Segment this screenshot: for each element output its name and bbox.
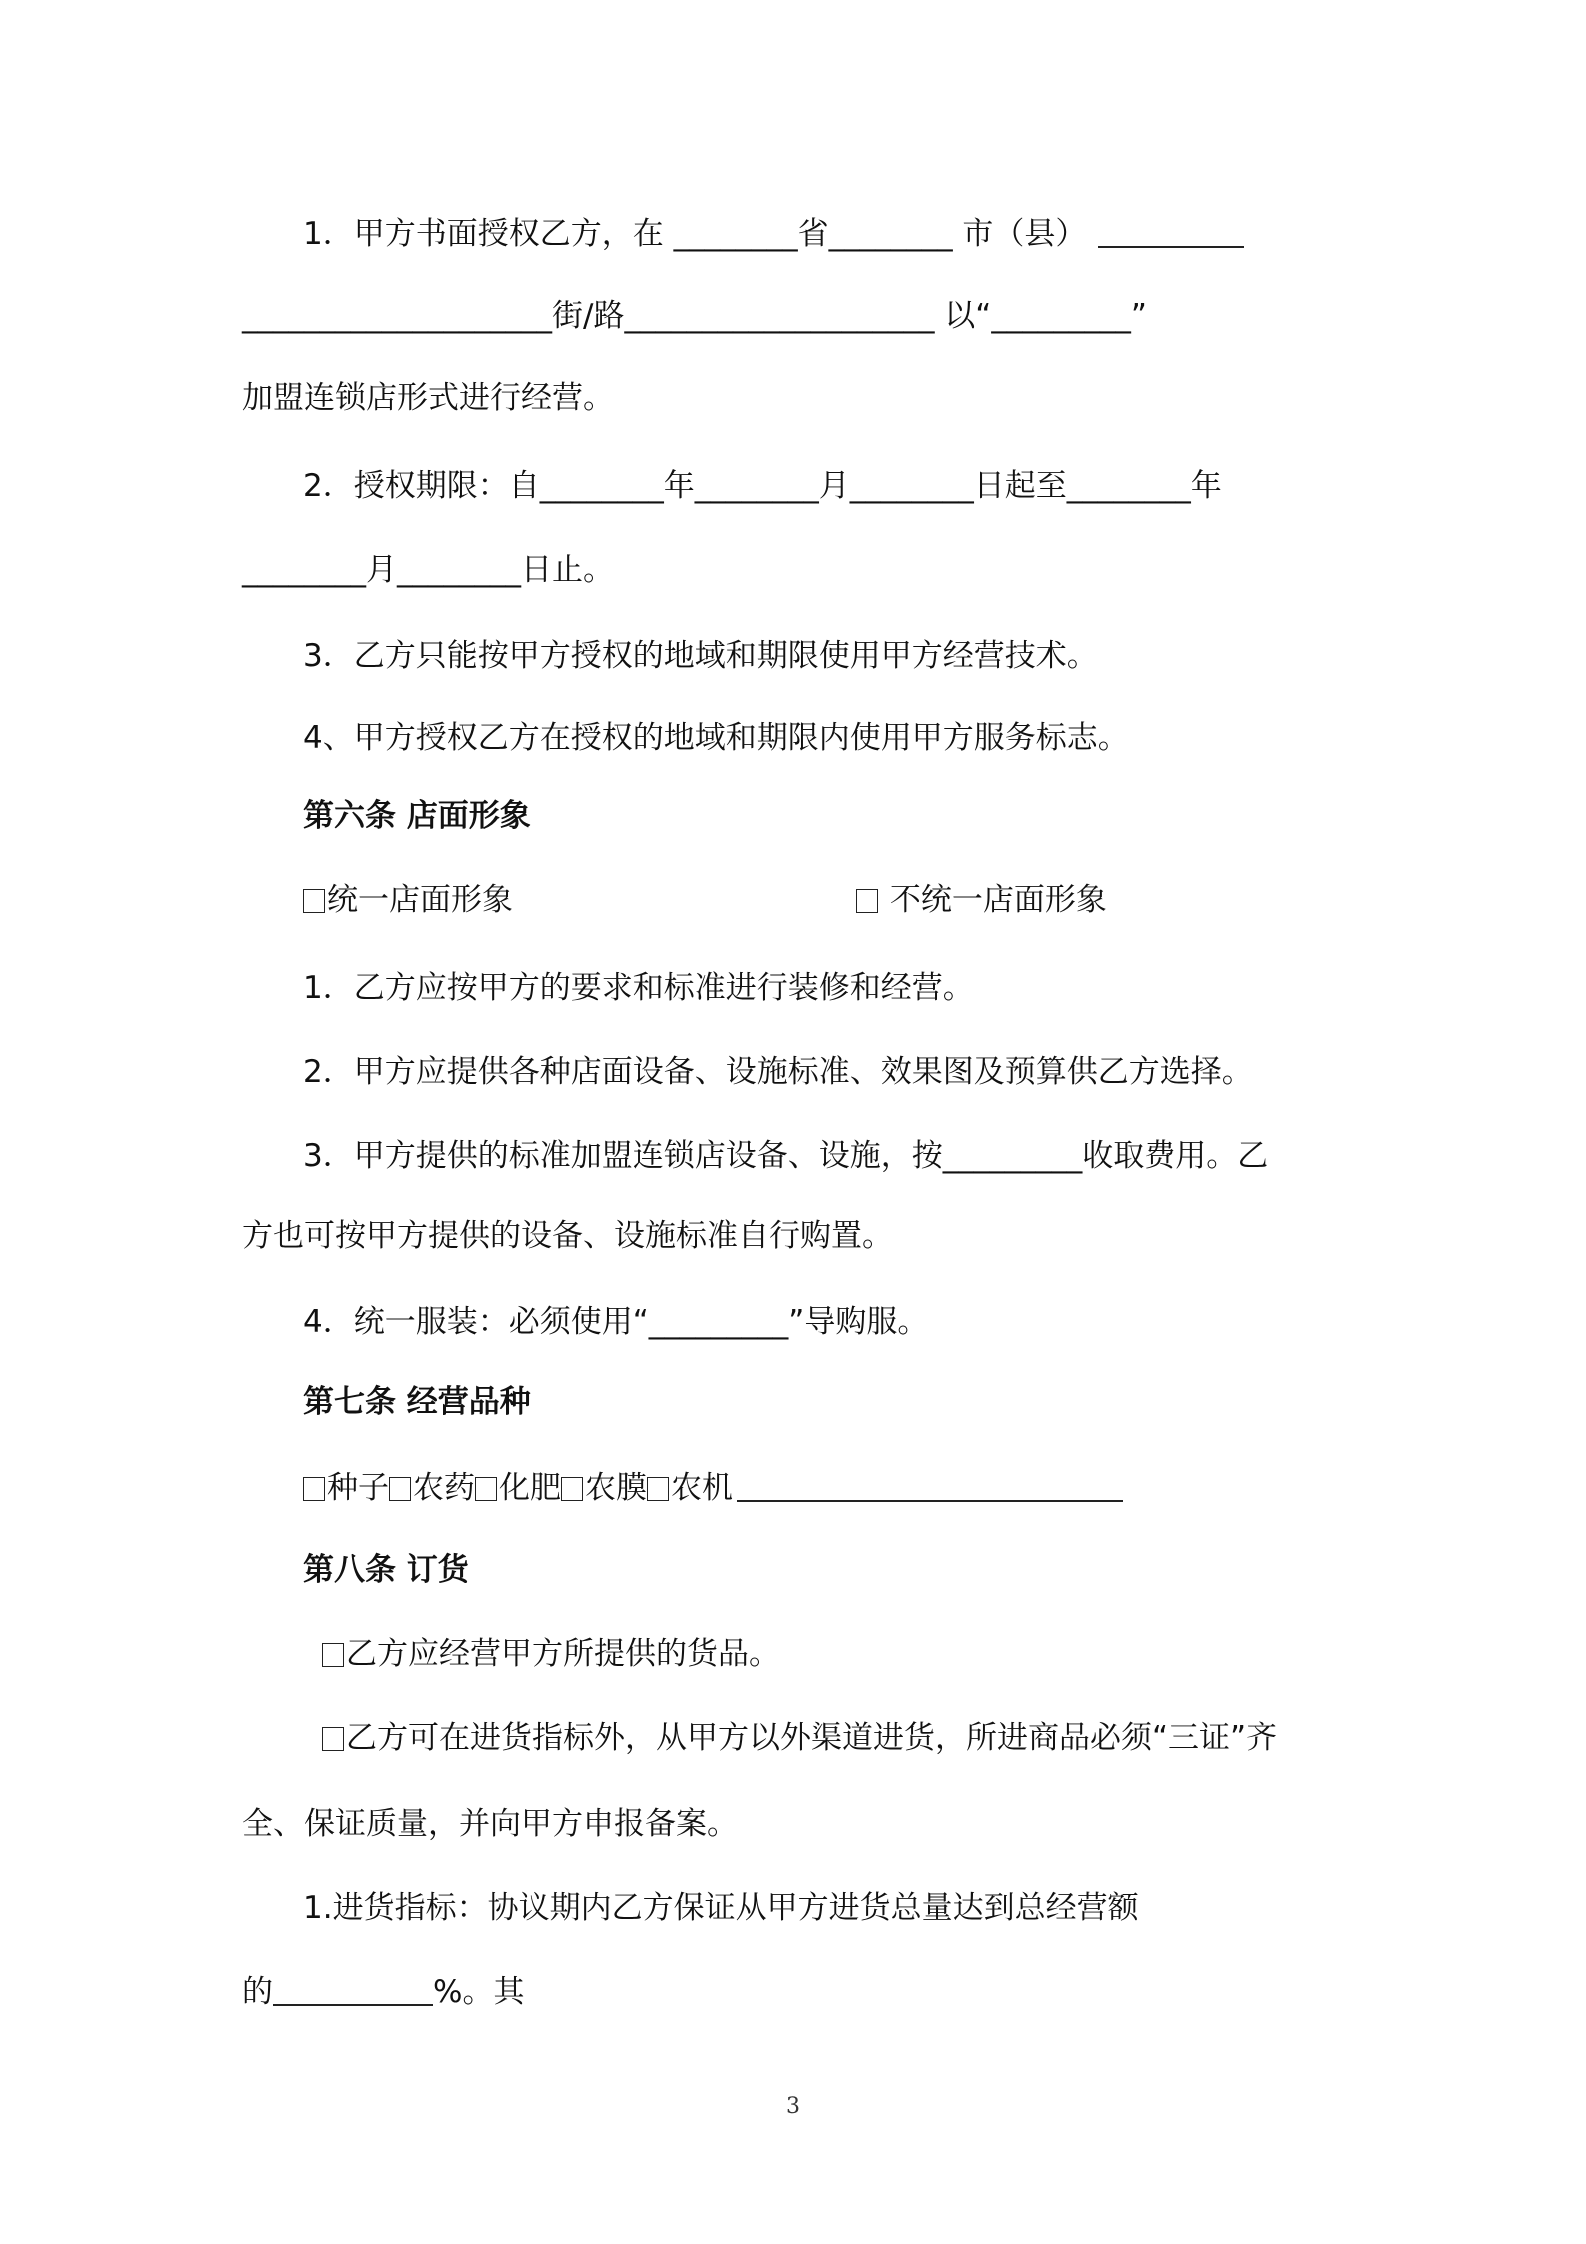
clause-6-item-3-line-1: 3．甲方提供的标准加盟连锁店设备、设施，按_________收取费用。乙 xyxy=(303,1138,1269,1174)
checkbox-icon[interactable] xyxy=(389,1477,411,1501)
clause-6-item-4: 4．统一服装：必须使用“_________”导购服。 xyxy=(303,1304,929,1340)
checkbox-icon[interactable] xyxy=(303,889,325,913)
blank-underline xyxy=(1098,216,1244,248)
checkbox-icon[interactable] xyxy=(303,1477,325,1501)
category-fertilizer-label: 化肥 xyxy=(499,1470,561,1506)
category-film-label: 农膜 xyxy=(585,1470,647,1506)
checkbox-icon[interactable] xyxy=(322,1727,344,1751)
article-7-heading: 第七条 经营品种 xyxy=(303,1384,531,1420)
checkbox-icon[interactable] xyxy=(561,1477,583,1501)
clause-text: 1．甲方书面授权乙方，在 ________省________ 市（县） xyxy=(303,216,1087,252)
clause-6-item-1: 1．乙方应按甲方的要求和标准进行装修和经营。 xyxy=(303,970,974,1006)
clause-5-item-1-line-3: 加盟连锁店形式进行经营。 xyxy=(242,380,614,416)
option-unified-storefront[interactable] xyxy=(303,880,513,920)
clause-5-item-1-line-2: ____________________街/路____________________ 以“_________” xyxy=(242,298,1147,334)
ordering-option-2-line-2: 全、保证质量，并向甲方申报备案。 xyxy=(242,1806,738,1842)
article-6-heading: 第六条 店面形象 xyxy=(303,798,531,834)
clause-6-item-2: 2．甲方应提供各种店面设备、设施标准、效果图及预算供乙方选择。 xyxy=(303,1054,1253,1090)
category-pesticide-label: 农药 xyxy=(413,1470,475,1506)
option-label: 乙方应经营甲方所提供的货品。 xyxy=(346,1636,780,1672)
category-machinery-label: 农机 xyxy=(671,1470,733,1506)
clause-5-item-1-line-1 xyxy=(303,214,1244,254)
clause-8-item-1-line-1: 1.进货指标：协议期内乙方保证从甲方进货总量达到总经营额 xyxy=(303,1890,1139,1926)
option-label: 乙方可在进货指标外，从甲方以外渠道进货，所进商品必须“三证”齐 xyxy=(346,1720,1278,1756)
ordering-option-2-line-1[interactable] xyxy=(322,1718,1277,1758)
article-8-heading: 第八条 订货 xyxy=(303,1552,469,1588)
clause-5-item-2-line-1: 2．授权期限：自________年________月________日起至________年 xyxy=(303,468,1222,504)
clause-5-item-4: 4、甲方授权乙方在授权的地域和期限内使用甲方服务标志。 xyxy=(303,720,1129,756)
checkbox-icon[interactable] xyxy=(475,1477,497,1501)
checkbox-icon[interactable] xyxy=(322,1643,344,1667)
blank-underline xyxy=(273,1974,433,2006)
blank-underline xyxy=(737,1470,1123,1502)
category-seed-label: 种子 xyxy=(327,1470,389,1506)
clause-text: %。其 xyxy=(433,1974,525,2010)
clause-text: 的 xyxy=(242,1974,273,2010)
checkbox-icon[interactable] xyxy=(856,889,878,913)
clause-5-item-2-line-2: ________月________日止。 xyxy=(242,552,614,588)
clause-8-item-1-line-2 xyxy=(242,1972,524,2012)
clause-5-item-3: 3．乙方只能按甲方授权的地域和期限使用甲方经营技术。 xyxy=(303,638,1098,674)
product-categories-row xyxy=(303,1468,1123,1508)
ordering-option-1[interactable] xyxy=(322,1634,780,1674)
option-not-unified-storefront[interactable] xyxy=(856,880,1107,920)
checkbox-icon[interactable] xyxy=(647,1477,669,1501)
page-number: 3 xyxy=(786,2094,800,2119)
option-label: 不统一店面形象 xyxy=(880,882,1107,918)
clause-6-item-3-line-2: 方也可按甲方提供的设备、设施标准自行购置。 xyxy=(242,1218,893,1254)
option-label: 统一店面形象 xyxy=(327,882,513,918)
